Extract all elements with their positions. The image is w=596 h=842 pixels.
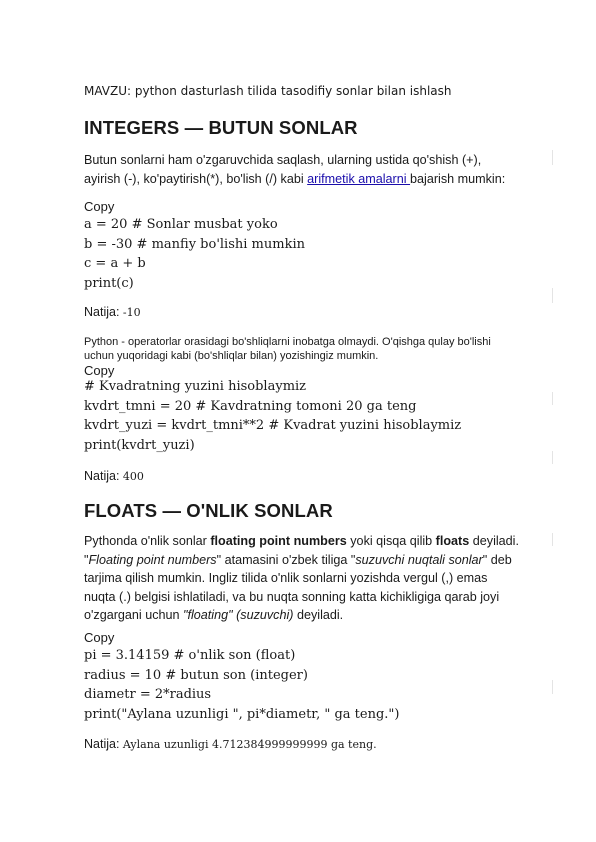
code-line: print(c) xyxy=(84,275,134,291)
note-paragraph xyxy=(84,336,491,363)
text: " xyxy=(84,552,89,567)
floats-line-5 xyxy=(84,606,519,625)
note-line-2: uchun yuqoridagi kabi (bo'shliqlar bilan) yozishingiz mumkin. xyxy=(84,349,379,362)
floats-line-3: tarjima qilish mumkin. Ingliz tilida o'nlik sonlarni yozishda vergul (,) emas xyxy=(84,571,488,585)
result-value: 400 xyxy=(122,470,144,483)
intro-line-2 xyxy=(84,170,505,189)
floats-paragraph xyxy=(84,532,519,625)
code-line: print("Aylana uzunligi ", pi*diametr, " ga teng.") xyxy=(84,706,400,722)
result-value: -10 xyxy=(122,306,141,319)
intro-paragraph xyxy=(84,151,505,188)
intro-text-end: bajarish mumkin: xyxy=(410,171,506,186)
text-italic: "floating" (suzuvchi) xyxy=(183,608,294,622)
result-value: Aylana uzunligi 4.712384999999999 ga teng. xyxy=(122,738,377,751)
margin-mark xyxy=(552,392,553,405)
margin-mark xyxy=(552,451,553,464)
margin-mark xyxy=(552,680,553,694)
heading-integers: INTEGERS — BUTUN SONLAR xyxy=(84,117,358,138)
text: deyiladi. xyxy=(293,608,344,622)
text: " deb xyxy=(482,552,512,567)
text-bold: floating point numbers xyxy=(210,534,347,548)
text: yoki qisqa qilib xyxy=(346,534,436,548)
floats-line-1 xyxy=(84,532,519,551)
copy-button-2[interactable]: Copy xyxy=(84,363,115,378)
code-line: # Kvadratning yuzini hisoblaymiz xyxy=(84,379,307,394)
code-block-2 xyxy=(84,377,461,455)
text: Pythonda o'nlik sonlar xyxy=(84,534,211,548)
result-label: Natija: xyxy=(84,469,120,483)
arifmetik-link[interactable]: arifmetik amalarni xyxy=(307,171,411,186)
code-line: a = 20 # Sonlar musbat yoko xyxy=(84,217,278,232)
code-line: b = -30 # manfiy bo'lishi mumkin xyxy=(84,236,305,252)
copy-button-1[interactable]: Copy xyxy=(84,199,115,214)
code-line: print(kvdrt_yuzi) xyxy=(84,437,195,453)
margin-mark xyxy=(552,288,553,303)
code-line: kvdrt_yuzi = kvdrt_tmni**2 # Kvadrat yuzini hisoblaymiz xyxy=(84,418,462,433)
margin-mark xyxy=(552,533,553,546)
text-bold: floats xyxy=(435,534,470,548)
result-label: Natija: xyxy=(84,737,120,751)
code-block-1 xyxy=(84,215,305,293)
result-1 xyxy=(84,305,141,319)
heading-floats: FLOATS — O'NLIK SONLAR xyxy=(84,500,333,521)
result-3 xyxy=(84,737,377,751)
intro-text: ayirish (-), ko'paytirish(*), bo'lish (/) kabi xyxy=(84,171,308,186)
code-line: diametr = 2*radius xyxy=(84,687,212,702)
code-line: c = a + b xyxy=(84,256,146,271)
intro-line-1: Butun sonlarni ham o'zgaruvchida saqlash, ularning ustida qo'shish (+), xyxy=(84,153,482,167)
margin-mark xyxy=(552,150,553,165)
topic-line: MAVZU: python dasturlash tilida tasodifiy sonlar bilan ishlash xyxy=(84,84,452,98)
text: o'zgargani uchun xyxy=(84,608,184,622)
result-label: Natija: xyxy=(84,305,120,319)
code-block-3 xyxy=(84,646,399,724)
text-italic: suzuvchi nuqtali sonlar xyxy=(355,552,483,567)
code-line: radius = 10 # butun son (integer) xyxy=(84,667,308,683)
floats-line-2 xyxy=(84,551,519,570)
code-line: pi = 3.14159 # o'nlik son (float) xyxy=(84,648,296,663)
text-italic: Floating point numbers xyxy=(88,552,217,567)
text: deyiladi. xyxy=(469,534,519,548)
floats-line-4: nuqta (.) belgisi ishlatiladi, va bu nuqta sonning katta kichikligiga qarab joyi xyxy=(84,589,500,604)
text: " atamasini o'zbek tiliga " xyxy=(216,552,356,567)
code-line: kvdrt_tmni = 20 # Kavdratning tomoni 20 ga teng xyxy=(84,398,417,414)
copy-button-3[interactable]: Copy xyxy=(84,630,115,645)
note-line-1: Python - operatorlar orasidagi bo'shliqlarni inobatga olmaydi. O'qishga qulay bo'lishi xyxy=(84,336,491,348)
result-2 xyxy=(84,469,144,483)
